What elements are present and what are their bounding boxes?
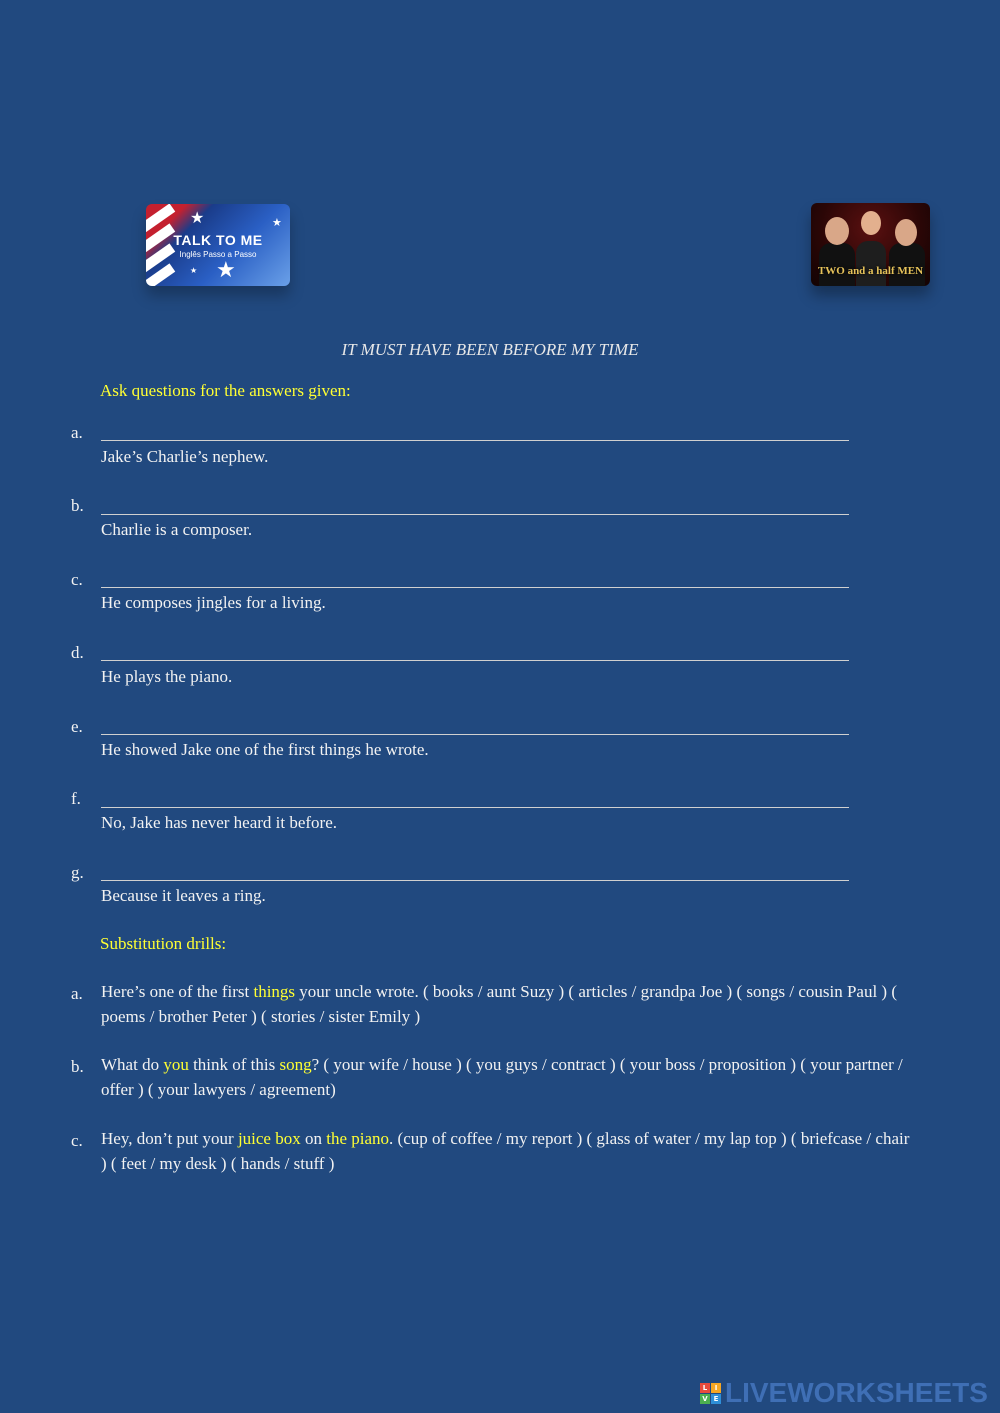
- question-answer: No, Jake has never heard it before.: [101, 813, 338, 832]
- liveworksheets-logo-icon: L I V E: [700, 1383, 721, 1404]
- question-answer: He plays the piano.: [101, 667, 233, 686]
- highlighted-word: song: [279, 1055, 312, 1074]
- star-icon: ★: [216, 258, 236, 283]
- drill-letter: c.: [71, 1131, 83, 1150]
- question-letter: d.: [71, 643, 84, 662]
- question-answer: He composes jingles for a living.: [101, 593, 326, 612]
- question-answer: He showed Jake one of the first things he wrote.: [101, 740, 429, 759]
- drills-heading: Substitution drills:: [100, 934, 227, 953]
- logo-subtitle: Inglês Passo a Passo: [179, 250, 257, 259]
- question-letter: e.: [71, 717, 83, 736]
- question-answer: Because it leaves a ring.: [101, 886, 266, 905]
- highlighted-word: things: [253, 982, 296, 1001]
- logo-title: TALK TO ME: [173, 232, 263, 248]
- answer-line[interactable]: [101, 587, 849, 588]
- drill-letter: b.: [71, 1057, 84, 1076]
- question-letter: a.: [71, 423, 83, 442]
- highlighted-word: you: [163, 1055, 189, 1074]
- liveworksheets-watermark: [700, 1378, 988, 1408]
- answer-line[interactable]: [101, 660, 849, 661]
- star-icon: ★: [190, 208, 205, 227]
- talk-to-me-logo: [146, 204, 290, 286]
- questions-heading: Ask questions for the answers given:: [100, 381, 351, 400]
- answer-line[interactable]: [101, 807, 849, 808]
- highlighted-word: juice box: [237, 1129, 301, 1148]
- star-icon: ★: [272, 216, 282, 229]
- question-letter: g.: [71, 863, 84, 882]
- drill-text: What do you think of this song? ( your wife / house ) ( you guys / contract ) ( your boss / proposition ) ( your partner / offer ) ( your lawyers / agreement): [101, 1055, 903, 1099]
- question-answer: Charlie is a composer.: [101, 520, 253, 539]
- answer-line[interactable]: [101, 734, 849, 735]
- show-title: TWO and a half MEN: [817, 265, 924, 277]
- star-icon: ★: [190, 266, 198, 275]
- question-letter: c.: [71, 570, 83, 589]
- drill-letter: a.: [71, 984, 83, 1003]
- watermark-text: LIVEWORKSHEETS: [725, 1377, 988, 1408]
- drill-text: Hey, don’t put your juice box on the piano. (cup of coffee / my report ) ( glass of water / my lap top ) ( briefcase / chair ) ( feet / my desk ) ( hands / stuff ): [101, 1129, 910, 1173]
- question-letter: b.: [71, 496, 84, 515]
- answer-line[interactable]: [101, 440, 849, 441]
- two-and-a-half-men-logo: [811, 203, 930, 286]
- page-title: IT MUST HAVE BEEN BEFORE MY TIME: [341, 340, 639, 359]
- highlighted-word: the piano: [326, 1129, 390, 1148]
- answer-line[interactable]: [101, 514, 849, 515]
- question-letter: f.: [71, 789, 81, 808]
- drill-text: Here’s one of the first things your uncle wrote. ( books / aunt Suzy ) ( articles / grandpa Joe ) ( songs / cousin Paul ) ( poems / brother Peter ) ( stories / sister Emily ): [101, 982, 897, 1026]
- answer-line[interactable]: [101, 880, 849, 881]
- question-answer: Jake’s Charlie’s nephew.: [101, 447, 269, 466]
